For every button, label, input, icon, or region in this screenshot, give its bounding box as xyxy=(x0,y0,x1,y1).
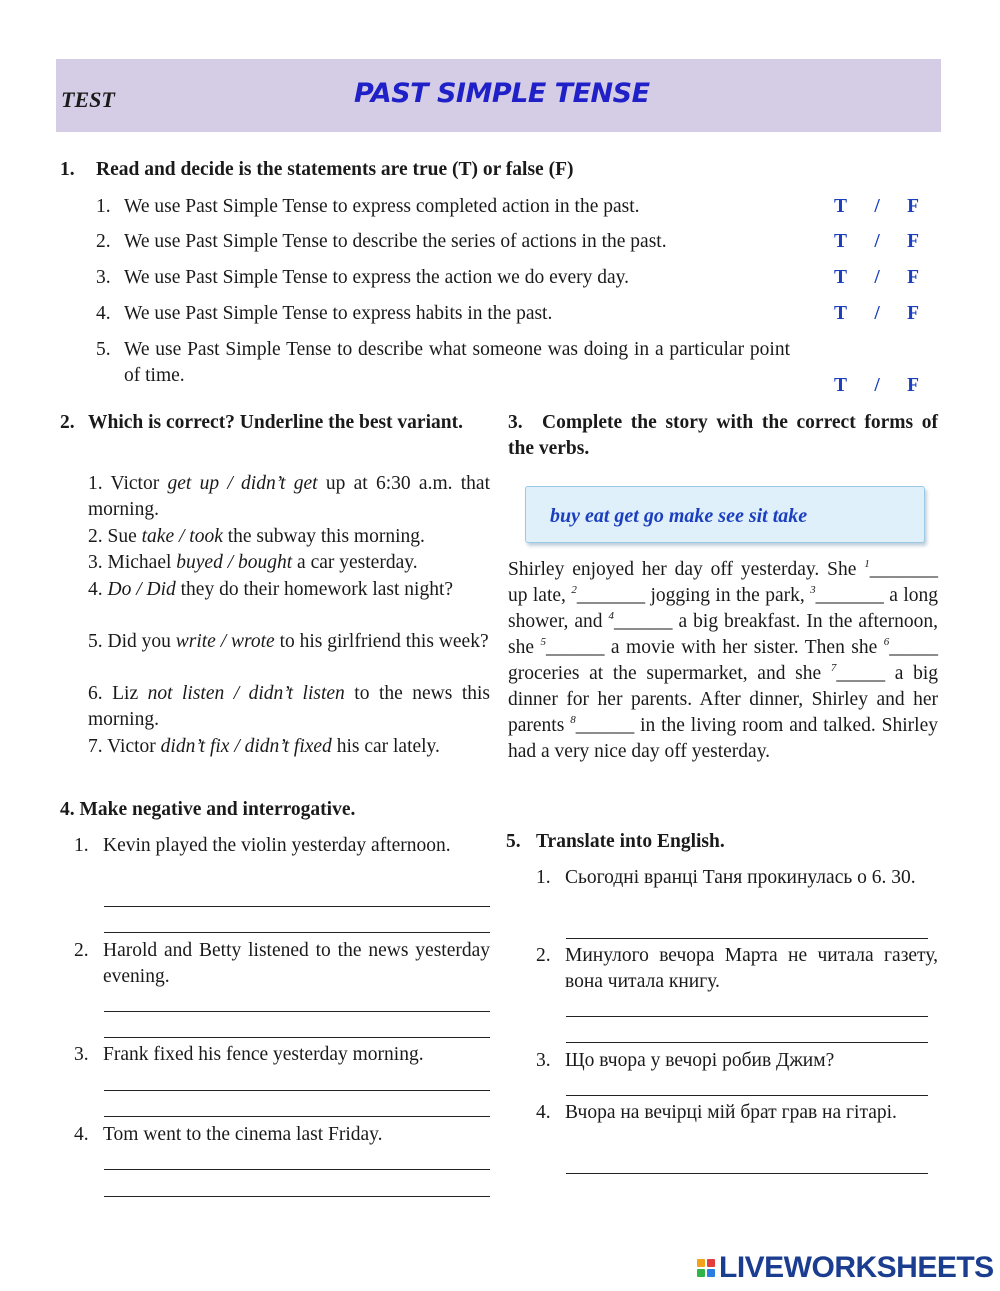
false-option[interactable]: F xyxy=(907,375,919,396)
answer-gap[interactable]: _____ xyxy=(889,637,938,658)
s2-item-rest: to the news this morning. xyxy=(88,683,490,730)
s1-item-num: 2. xyxy=(96,231,111,252)
answer-line[interactable] xyxy=(104,1196,490,1197)
true-false-choice[interactable] xyxy=(834,373,919,399)
s4-item-num: 2. xyxy=(74,940,89,961)
section5-number: 5. xyxy=(506,831,521,852)
story-part: jogging in the park, xyxy=(645,585,811,606)
section2-number: 2. xyxy=(60,412,75,433)
true-option[interactable]: T xyxy=(834,231,848,252)
s2-item-rest: the subway this morning. xyxy=(222,526,425,547)
s2-item xyxy=(88,577,490,603)
section3-heading: Complete the story with the correct forms of the verbs. xyxy=(508,412,938,459)
s5-item-num: 1. xyxy=(536,867,551,888)
s4-item-num: 4. xyxy=(74,1124,89,1145)
false-option[interactable]: F xyxy=(907,196,919,217)
s2-options[interactable]: didn’t fix / didn’t fixed xyxy=(160,736,332,757)
answer-gap[interactable]: ______ xyxy=(545,637,605,658)
answer-line[interactable] xyxy=(566,1173,928,1174)
true-false-choice[interactable] xyxy=(834,194,919,220)
s4-item-num: 3. xyxy=(74,1044,89,1065)
s2-item-prefix: 3. Michael xyxy=(88,552,177,573)
answer-line[interactable] xyxy=(104,1011,490,1012)
page-title: PAST SIMPLE TENSE xyxy=(354,78,650,109)
s2-item xyxy=(88,681,490,733)
section4-heading: 4. Make negative and interrogative. xyxy=(60,799,356,820)
s2-item-rest: a car yesterday. xyxy=(292,552,418,573)
answer-line[interactable] xyxy=(566,1042,928,1043)
answer-line[interactable] xyxy=(566,1016,928,1017)
s2-options[interactable]: get up / didn’t get xyxy=(167,473,318,494)
answer-line[interactable] xyxy=(566,1095,928,1096)
s5-item-text: Що вчора у вечорі робив Джим? xyxy=(565,1050,835,1071)
s2-item xyxy=(88,471,490,523)
true-option[interactable]: T xyxy=(834,303,848,324)
answer-gap[interactable]: _____ xyxy=(836,663,886,684)
s4-item-text: Frank fixed his fence yesterday morning. xyxy=(103,1044,424,1065)
false-option[interactable]: F xyxy=(907,231,919,252)
s1-item-num: 3. xyxy=(96,267,111,288)
test-label: TEST xyxy=(61,87,115,112)
gap-number: 1 xyxy=(864,558,870,570)
s2-item-prefix: 2. Sue xyxy=(88,526,142,547)
s2-options[interactable]: buyed / bought xyxy=(176,552,293,573)
s2-options[interactable]: Do / Did xyxy=(107,579,176,600)
s1-item-text: We use Past Simple Tense to express the action we do every day. xyxy=(124,267,630,288)
story-part: a long shower, and xyxy=(508,585,938,632)
gap-number: 8 xyxy=(570,714,576,726)
story-part: a big dinner for her parents. After dinner, Shirley and her parents xyxy=(508,663,938,736)
slash: / xyxy=(874,303,880,324)
gap-number: 6 xyxy=(883,636,890,648)
s2-item-rest: up at 6:30 a.m. that morning. xyxy=(88,473,491,520)
s4-item-text: Kevin played the violin yesterday afternoon. xyxy=(103,835,451,856)
slash: / xyxy=(874,196,880,217)
gap-number: 4 xyxy=(608,610,615,622)
s1-item-text: We use Past Simple Tense to describe the series of actions in the past. xyxy=(124,231,667,252)
s1-item-num: 1. xyxy=(96,196,111,217)
story-part: a big breakfast. In the afternoon, she xyxy=(508,611,938,658)
s2-item-prefix: 5. Did you xyxy=(88,631,176,652)
story-part: up late, xyxy=(508,585,572,606)
s2-item-prefix: 1. Victor xyxy=(88,473,168,494)
s1-item-text: We use Past Simple Tense to express habits in the past. xyxy=(124,303,553,324)
story-text xyxy=(508,557,938,765)
header-banner xyxy=(56,59,941,132)
s4-item-text: Harold and Betty listened to the news yesterday evening. xyxy=(103,940,490,987)
slash: / xyxy=(874,375,880,396)
s2-item-rest: they do their homework last night? xyxy=(175,579,454,600)
s5-item-num: 3. xyxy=(536,1050,551,1071)
answer-gap[interactable]: ______ xyxy=(614,611,673,632)
true-false-choice[interactable] xyxy=(834,229,919,255)
answer-gap[interactable]: ______ xyxy=(575,715,635,736)
answer-line[interactable] xyxy=(104,1037,490,1038)
s5-item-text: Сьогодні вранці Таня прокинулась о 6. 30. xyxy=(565,867,916,888)
s4-item-text: Tom went to the cinema last Friday. xyxy=(103,1124,383,1145)
s1-item-text: We use Past Simple Tense to describe what someone was doing in a particular point of time. xyxy=(124,339,790,386)
story-part: groceries at the supermarket, and she xyxy=(508,663,831,684)
verb-list: buy eat get go make see sit take xyxy=(550,505,808,527)
section1-heading: Read and decide is the statements are true (T) or false (F) xyxy=(96,159,574,180)
answer-line[interactable] xyxy=(104,906,490,907)
false-option[interactable]: F xyxy=(907,267,919,288)
s2-item xyxy=(88,629,490,655)
story-part: in the living room and talked. Shirley had a very nice day off yesterday. xyxy=(508,715,938,762)
gap-number: 3 xyxy=(810,584,816,596)
gap-number: 5 xyxy=(540,636,546,648)
true-option[interactable]: T xyxy=(834,375,848,396)
s5-item-num: 2. xyxy=(536,945,551,966)
section3-number: 3. xyxy=(508,412,523,433)
answer-gap[interactable]: _______ xyxy=(869,559,938,580)
liveworksheets-logo-icon xyxy=(697,1259,715,1277)
s2-item xyxy=(88,550,490,576)
answer-line[interactable] xyxy=(104,1116,490,1117)
verb-box xyxy=(525,486,925,543)
s5-item-text: Минулого вечора Марта не читала газету, вона читала книгу. xyxy=(565,945,938,992)
story-part: Shirley enjoyed her day off yesterday. She xyxy=(508,559,865,580)
gap-number: 2 xyxy=(571,584,577,596)
s2-item-prefix: 7. Victor xyxy=(88,736,161,757)
s2-item-prefix: 6. Liz xyxy=(88,683,148,704)
s2-options[interactable]: write / wrote xyxy=(175,631,275,652)
section1-number: 1. xyxy=(60,159,75,180)
true-false-choice[interactable] xyxy=(834,301,919,327)
brand-name: LIVEWORKSHEETS xyxy=(719,1251,994,1284)
s1-item-num: 4. xyxy=(96,303,111,324)
s2-item-prefix: 4. xyxy=(88,579,108,600)
section5-heading: Translate into English. xyxy=(536,831,725,852)
false-option[interactable]: F xyxy=(907,303,919,324)
answer-line[interactable] xyxy=(104,1169,490,1170)
s1-item-num: 5. xyxy=(96,339,111,360)
s2-item xyxy=(88,524,490,550)
s2-item-rest: his car lately. xyxy=(331,736,440,757)
s5-item-text: Вчора на вечірці мій брат грав на гітарі. xyxy=(565,1102,897,1123)
true-false-choice[interactable] xyxy=(834,265,919,291)
answer-gap[interactable]: _______ xyxy=(576,585,646,606)
s2-options[interactable]: take / took xyxy=(141,526,223,547)
answer-line[interactable] xyxy=(104,932,490,933)
section2-heading: Which is correct? Underline the best variant. xyxy=(88,412,463,433)
s2-item-rest: to his girlfriend this week? xyxy=(274,631,489,652)
answer-line[interactable] xyxy=(104,1090,490,1091)
true-option[interactable]: T xyxy=(834,267,848,288)
footer-logo xyxy=(697,1251,994,1284)
s4-item-num: 1. xyxy=(74,835,89,856)
slash: / xyxy=(874,231,880,252)
slash: / xyxy=(874,267,880,288)
true-option[interactable]: T xyxy=(834,196,848,217)
answer-gap[interactable]: _______ xyxy=(815,585,884,606)
s1-item-text: We use Past Simple Tense to express completed action in the past. xyxy=(124,196,640,217)
s2-options[interactable]: not listen / didn’t listen xyxy=(147,683,345,704)
story-part: a movie with her sister. Then she xyxy=(604,637,884,658)
answer-line[interactable] xyxy=(566,938,928,939)
s5-item-num: 4. xyxy=(536,1102,551,1123)
s2-item xyxy=(88,734,490,760)
gap-number: 7 xyxy=(830,662,837,674)
